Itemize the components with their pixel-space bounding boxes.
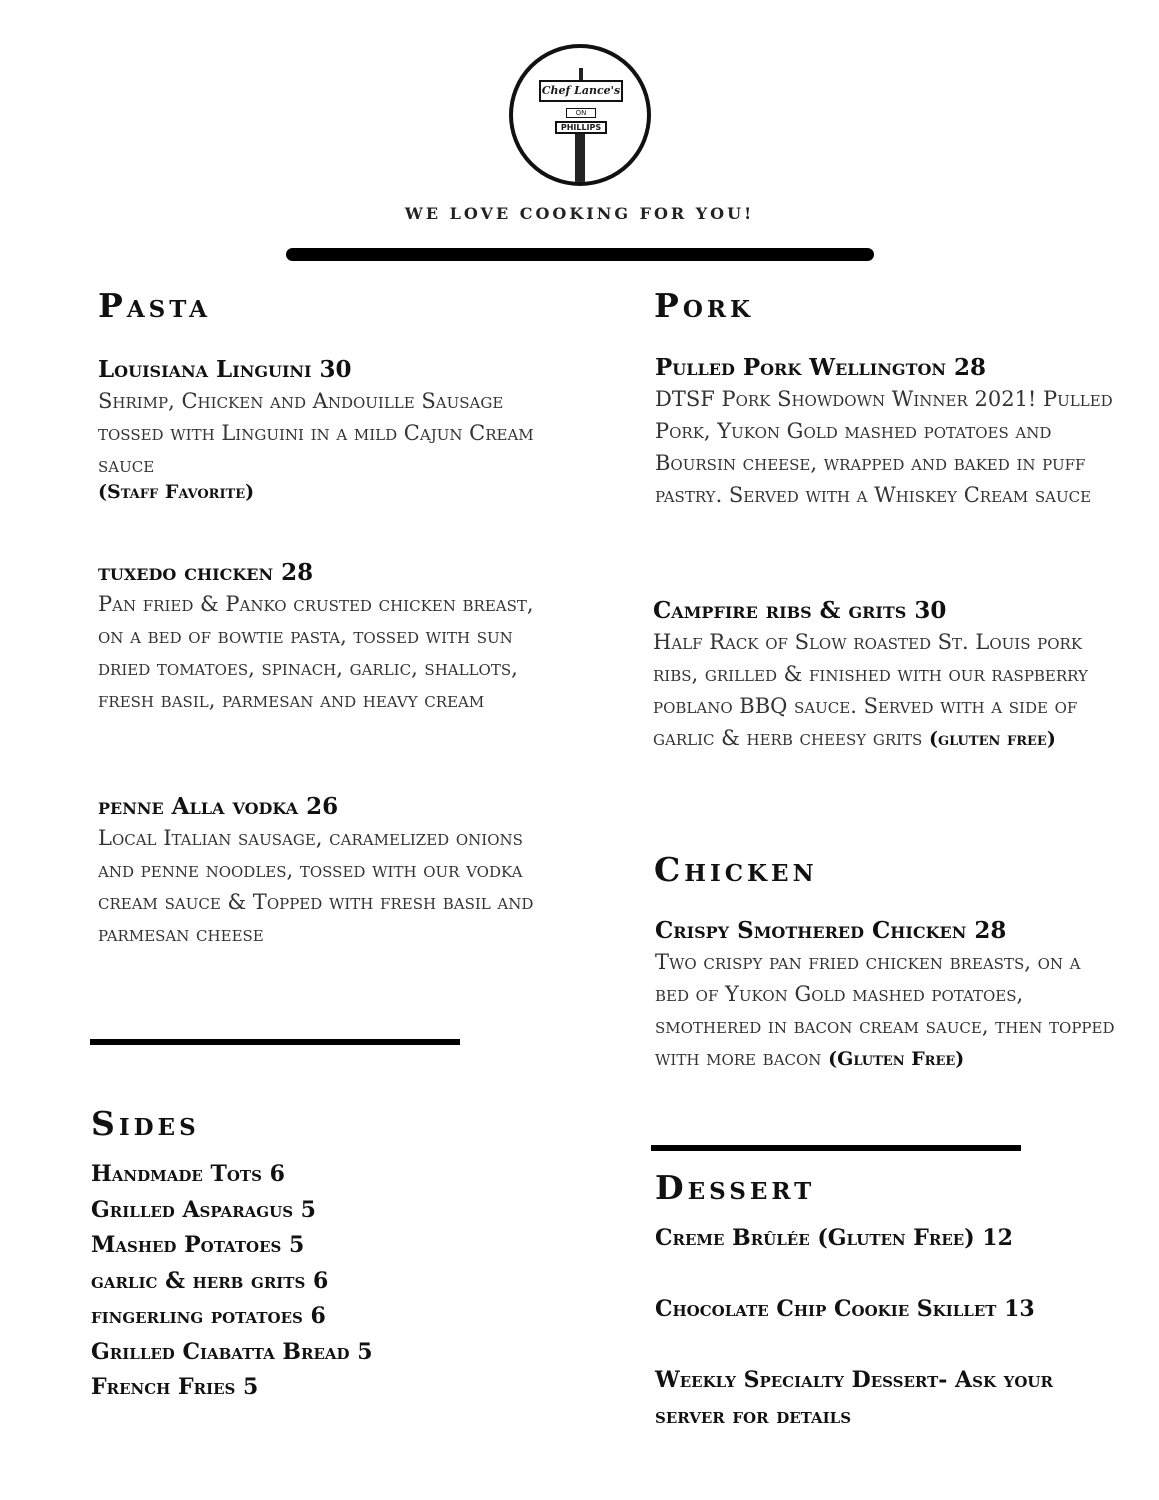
item-title: Campfire ribs & grits 30 [653, 597, 947, 624]
section-heading-pork: Pork [654, 286, 754, 325]
divider-right [651, 1145, 1021, 1151]
logo-sign: Chef Lance's [539, 80, 623, 102]
dessert-item: Weekly Specialty Dessert- Ask your server for details [655, 1367, 1053, 1429]
side-item: fingerling potatoes 6 [91, 1303, 326, 1329]
section-heading-pasta: Pasta [98, 286, 211, 325]
menu-item [655, 916, 1115, 1075]
item-description-text: Two crispy pan fried chicken breasts, on a bed of Yukon Gold mashed potatoes, smothered in bacon cream sauce, then topped with more bacon [655, 950, 1115, 1070]
menu-item [98, 558, 538, 716]
logo-flame [579, 68, 583, 80]
logo-signpost [575, 134, 585, 186]
item-title: Louisiana Linguini 30 [98, 356, 352, 383]
item-description [653, 626, 1123, 755]
item-note: (Staff Favorite) [98, 481, 255, 503]
section-heading-dessert: Dessert [655, 1168, 816, 1207]
item-description: Pan fried & Panko crusted chicken breast, on a bed of bowtie pasta, tossed with sun dried tomatoes, spinach, garlic, shallots, fresh basil, parmesan and heavy cream [98, 592, 534, 712]
divider-left [90, 1039, 460, 1045]
dessert-item: Chocolate Chip Cookie Skillet 13 [655, 1296, 1035, 1322]
side-item: Mashed Potatoes 5 [91, 1232, 305, 1258]
dessert-item: Creme Brûlée (Gluten Free) 12 [655, 1225, 1013, 1251]
item-description: Shrimp, Chicken and Andouille Sausage tossed with Linguini in a mild Cajun Cream sauce [98, 389, 534, 477]
section-heading-chicken: Chicken [654, 850, 818, 889]
logo-street: PHILLIPS [555, 121, 607, 134]
item-description-text: Half Rack of Slow roasted St. Louis pork ribs, grilled & finished with our raspberry poblano BBQ sauce. Served with a side of garlic & herb cheesy grits [653, 630, 1088, 750]
menu-item [655, 353, 1115, 511]
menu-item [98, 792, 538, 950]
item-title: tuxedo chicken 28 [98, 559, 314, 586]
item-title: Crispy Smothered Chicken 28 [655, 917, 1007, 944]
logo-on: ON [566, 108, 596, 118]
side-item: Grilled Asparagus 5 [91, 1196, 316, 1223]
side-item: Grilled Ciabatta Bread 5 [91, 1338, 373, 1365]
item-note: (Gluten Free) [828, 1048, 965, 1070]
item-description: DTSF Pork Showdown Winner 2021! Pulled Pork, Yukon Gold mashed potatoes and Boursin cheese, wrapped and baked in puff pastry. Served with a Whiskey Cream sauce [655, 387, 1113, 507]
sides-list [91, 1157, 373, 1406]
item-description [655, 946, 1115, 1075]
side-item: Handmade Tots 6 [91, 1161, 285, 1187]
menu-item [98, 355, 538, 503]
restaurant-logo [509, 44, 651, 186]
item-note: (gluten free) [929, 728, 1056, 750]
menu-item [653, 596, 1123, 755]
section-heading-sides: Sides [91, 1104, 200, 1143]
side-item: French Fries 5 [91, 1374, 259, 1400]
divider-top [286, 248, 874, 261]
item-title: Pulled Pork Wellington 28 [655, 354, 987, 381]
side-item: garlic & herb grits 6 [91, 1267, 329, 1294]
item-description: Local Italian sausage, caramelized onions and penne noodles, tossed with our vodka cream sauce & Topped with fresh basil and parmesan cheese [98, 826, 534, 946]
tagline: WE LOVE COOKING FOR YOU! [404, 204, 755, 223]
item-title: penne Alla vodka 26 [98, 793, 339, 820]
